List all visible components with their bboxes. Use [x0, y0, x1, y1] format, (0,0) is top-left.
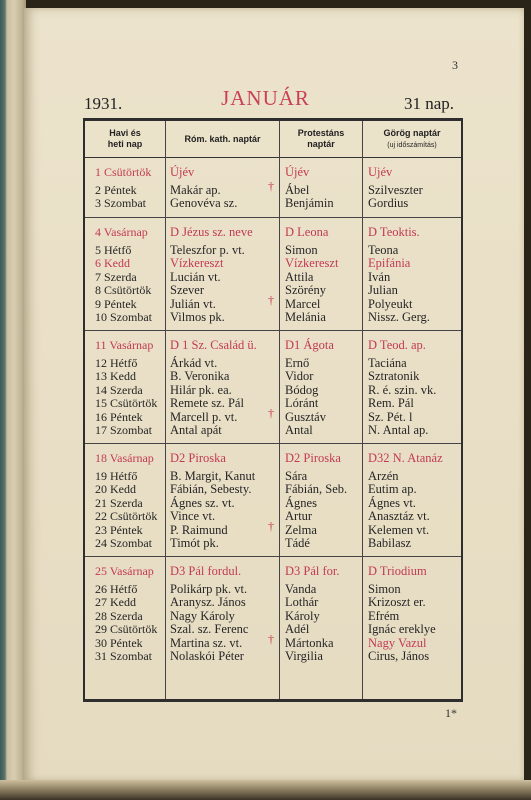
catholic-name-cell: Szal. sz. Ferenc: [170, 622, 249, 636]
day-cell: 7 Szerda: [95, 269, 137, 284]
catholic-name-cell: Árkád vt.: [170, 355, 218, 370]
catholic-name-cell: Lucián vt.: [170, 269, 221, 284]
friday-cross-icon: †: [268, 518, 274, 533]
header-greek-column: Görög naptár (uj időszámítás): [383, 127, 441, 149]
day-cell: 11 Vasárnap: [95, 338, 154, 352]
day-cell: 3 Szombat: [95, 196, 146, 210]
greek-name-cell: Iván: [368, 269, 391, 284]
greek-name-cell: Epifánia: [368, 256, 411, 270]
greek-name-cell: D Triodium: [368, 564, 427, 578]
catholic-name-cell: Genovéva sz.: [170, 196, 238, 210]
protestant-name-cell: Antal: [285, 423, 313, 437]
protestant-name-cell: Simon: [285, 242, 318, 257]
day-cell: 29 Csütörtök: [95, 622, 158, 636]
protestant-name-cell: D3 Pál for.: [285, 564, 340, 578]
greek-name-cell: Nagy Vazul: [368, 635, 427, 650]
friday-cross-icon: †: [268, 292, 274, 307]
catholic-name-cell: Makár ap.: [170, 182, 221, 197]
day-cell: 19 Hétfő: [95, 468, 138, 483]
protestant-name-cell: D2 Piroska: [285, 451, 341, 465]
header-day-column: Havi és heti nap: [107, 128, 143, 149]
page-bottom-edge: [0, 780, 531, 800]
greek-name-cell: Arzén: [368, 468, 399, 483]
catholic-name-cell: D3 Pál fordul.: [170, 564, 242, 578]
greek-name-cell: R. é. szin. vk.: [368, 382, 437, 397]
day-cell: 15 Csütörtök: [95, 396, 158, 410]
protestant-name-cell: Újév: [285, 165, 310, 179]
catholic-name-cell: Aranysz. János: [170, 595, 246, 609]
catholic-name-cell: Julián vt.: [170, 296, 216, 311]
week-block: [85, 556, 461, 699]
year-label: 1931.: [84, 94, 123, 113]
protestant-name-cell: D1 Ágota: [285, 338, 334, 352]
catholic-name-cell: Fábián, Sebesty.: [170, 482, 252, 496]
table-header: [85, 121, 461, 158]
day-cell: 17 Szombat: [95, 423, 152, 437]
day-cell: 23 Péntek: [95, 522, 143, 537]
day-cell: 28 Szerda: [95, 608, 143, 623]
protestant-name-cell: Gusztáv: [285, 409, 326, 424]
greek-name-cell: Kelemen vt.: [368, 522, 430, 537]
calendar-table: [83, 118, 463, 702]
greek-name-cell: Ujév: [368, 165, 393, 179]
greek-name-cell: Eutim ap.: [368, 482, 417, 496]
header-catholic-column: Róm. kath. naptár: [184, 133, 261, 144]
day-cell: 18 Vasárnap: [95, 451, 154, 465]
month-title: JANUÁR: [221, 86, 310, 110]
page-number: 3: [452, 58, 458, 72]
catholic-name-cell: Remete sz. Pál: [170, 396, 244, 410]
protestant-name-cell: Károly: [285, 608, 320, 623]
greek-name-cell: Ágnes vt.: [368, 495, 416, 510]
protestant-name-cell: Benjámin: [285, 196, 334, 210]
week-block: [85, 157, 461, 218]
protestant-name-cell: Attila: [285, 269, 314, 284]
protestant-name-cell: Ágnes: [285, 495, 317, 510]
protestant-name-cell: Lothár: [285, 595, 319, 609]
greek-name-cell: D Teoktis.: [368, 225, 420, 239]
greek-name-cell: Teona: [368, 242, 399, 257]
greek-name-cell: Nissz. Gerg.: [368, 310, 430, 324]
catholic-name-cell: Vince vt.: [170, 509, 216, 523]
book-spine: [0, 0, 26, 800]
catholic-name-cell: Martina sz. vt.: [170, 635, 243, 650]
day-cell: 24 Szombat: [95, 536, 152, 550]
day-cell: 21 Szerda: [95, 495, 143, 510]
catholic-name-cell: Antal apát: [170, 423, 222, 437]
catholic-name-cell: Polikárp pk. vt.: [170, 581, 248, 596]
greek-name-cell: Cirus, János: [368, 649, 430, 663]
day-cell: 4 Vasárnap: [95, 225, 148, 239]
greek-name-cell: Polyeukt: [368, 296, 413, 311]
catholic-name-cell: Nagy Károly: [170, 608, 235, 623]
catholic-name-cell: B. Margit, Kanut: [170, 468, 256, 483]
greek-name-cell: Sztratonik: [368, 369, 420, 383]
friday-cross-icon: †: [268, 178, 274, 193]
protestant-name-cell: Tádé: [285, 536, 310, 550]
protestant-name-cell: Artur: [285, 509, 313, 523]
catholic-name-cell: D 1 Sz. Család ü.: [170, 338, 257, 352]
day-cell: 31 Szombat: [95, 649, 152, 663]
friday-cross-icon: †: [268, 405, 274, 420]
day-cell: 16 Péntek: [95, 409, 143, 424]
day-cell: 5 Hétfő: [95, 242, 132, 257]
protestant-name-cell: Szörény: [285, 283, 326, 297]
catholic-name-cell: Ágnes sz. vt.: [170, 495, 235, 510]
day-count: 31 nap.: [404, 94, 455, 113]
day-cell: 26 Hétfő: [95, 581, 138, 596]
day-cell: 6 Kedd: [95, 256, 130, 270]
greek-name-cell: Taciána: [368, 355, 407, 370]
catholic-name-cell: Vízkereszt: [170, 256, 224, 270]
catholic-name-cell: Teleszfor p. vt.: [170, 242, 245, 257]
catholic-name-cell: Marcell p. vt.: [170, 409, 238, 424]
greek-name-cell: Julian: [368, 283, 398, 297]
day-cell: 27 Kedd: [95, 595, 136, 609]
greek-name-cell: Ignác ereklye: [368, 622, 436, 636]
protestant-name-cell: Lóránt: [285, 396, 319, 410]
greek-name-cell: Babilasz: [368, 536, 412, 550]
day-cell: 9 Péntek: [95, 296, 137, 311]
catholic-name-cell: D Jézus sz. neve: [170, 225, 253, 239]
catholic-name-cell: B. Veronika: [170, 369, 230, 383]
day-cell: 1 Csütörtök: [95, 165, 152, 179]
catholic-name-cell: Újév: [170, 165, 195, 179]
greek-name-cell: D Teod. ap.: [368, 338, 426, 352]
day-cell: 30 Péntek: [95, 635, 143, 650]
greek-name-cell: D32 N. Atanáz: [368, 451, 443, 465]
footer-mark: 1*: [445, 706, 457, 720]
greek-name-cell: Simon: [368, 581, 401, 596]
protestant-name-cell: Fábián, Seb.: [285, 482, 348, 496]
protestant-name-cell: Zelma: [285, 522, 317, 537]
protestant-name-cell: Vidor: [285, 369, 314, 383]
greek-name-cell: Gordius: [368, 196, 409, 210]
catholic-name-cell: Szever: [170, 283, 205, 297]
friday-cross-icon: †: [268, 631, 274, 646]
protestant-name-cell: Marcel: [285, 296, 321, 311]
catholic-name-cell: Nolaskói Péter: [170, 649, 244, 663]
greek-name-cell: Rem. Pál: [368, 396, 414, 410]
day-cell: 25 Vasárnap: [95, 564, 154, 578]
protestant-name-cell: Vízkereszt: [285, 256, 339, 270]
greek-name-cell: Anasztáz vt.: [368, 509, 430, 523]
day-cell: 2 Péntek: [95, 182, 137, 197]
day-cell: 12 Hétfő: [95, 355, 138, 370]
catholic-name-cell: Vilmos pk.: [170, 310, 225, 324]
day-cell: 22 Csütörtök: [95, 509, 158, 523]
day-cell: 14 Szerda: [95, 382, 143, 397]
protestant-name-cell: Mártonka: [285, 635, 334, 650]
protestant-name-cell: Sára: [285, 468, 308, 483]
catholic-name-cell: D2 Piroska: [170, 451, 226, 465]
day-cell: 8 Csütörtök: [95, 283, 152, 297]
protestant-name-cell: Virgilia: [285, 649, 323, 663]
protestant-name-cell: Adél: [285, 622, 310, 636]
week-block: [85, 443, 461, 557]
day-cell: 20 Kedd: [95, 482, 136, 496]
greek-name-cell: Szilveszter: [368, 182, 423, 197]
week-block: [85, 217, 461, 331]
protestant-name-cell: Melánia: [285, 310, 326, 324]
catholic-name-cell: Hilár pk. ea.: [170, 382, 232, 397]
protestant-name-cell: D Leona: [285, 225, 329, 239]
day-cell: 10 Szombat: [95, 310, 152, 324]
week-block: [85, 330, 461, 444]
protestant-name-cell: Ernő: [285, 355, 310, 370]
catholic-name-cell: Timót pk.: [170, 536, 219, 550]
protestant-name-cell: Ábel: [285, 182, 310, 197]
greek-name-cell: Sz. Pét. l: [368, 409, 413, 424]
day-cell: 13 Kedd: [95, 369, 136, 383]
protestant-name-cell: Vanda: [285, 581, 317, 596]
protestant-name-cell: Bódog: [285, 382, 319, 397]
greek-name-cell: Krizoszt er.: [368, 595, 426, 609]
greek-name-cell: N. Antal ap.: [368, 423, 429, 437]
header-protestant-column: Protestáns naptár: [297, 128, 345, 149]
greek-name-cell: Efrém: [368, 608, 400, 623]
catholic-name-cell: P. Raimund: [170, 522, 228, 537]
